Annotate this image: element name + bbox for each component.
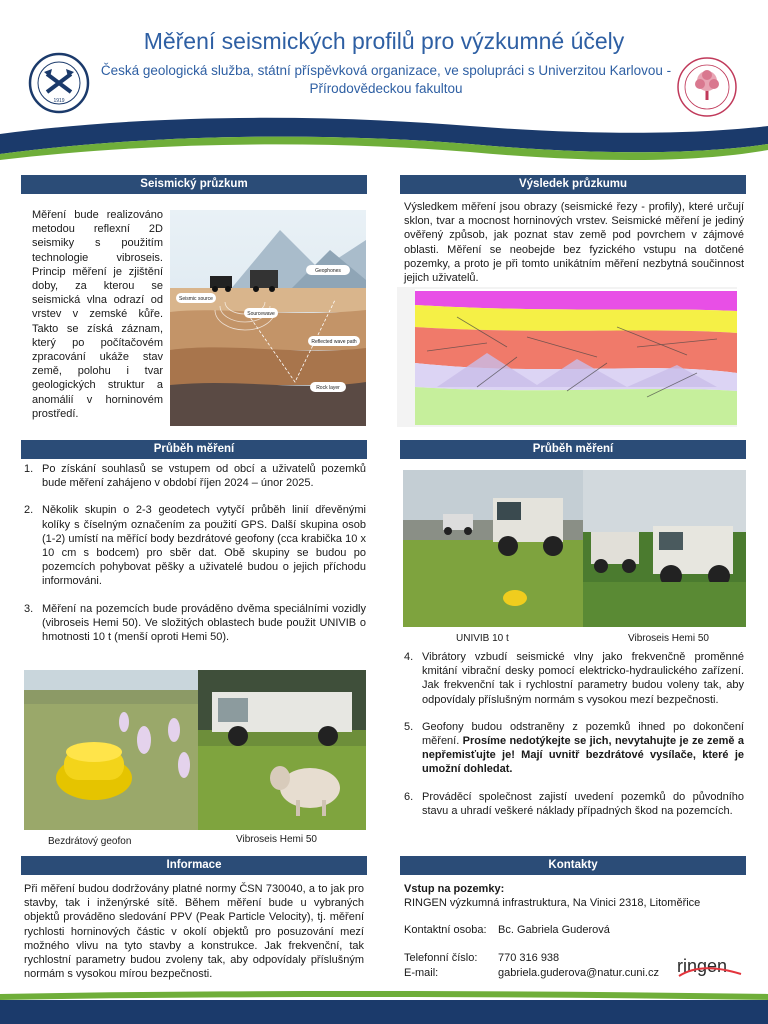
section-heading-progress-left: Průběh měření [21,440,367,459]
contact-phone-label: Telefonní číslo: [404,952,478,964]
list-item: 2. Několik skupin o 2-3 geodetech vytyčí průběh linií dřevěnými kolíky s číselným označením za použití GPS. Další skupina osob (1-2) umístí na měřící body bezdrátové geofony (cca krabička 10 x 10 cm s bodcem) pro sběr dat. Obě skupiny se budou po pozemcích pohybovat pěšky a uživatelé budou o jejich příchodu informováni. [24,504,366,588]
page-subtitle: Česká geologická služba, státní příspěvková organizace, ve spolupráci s Univerzitou Karlovou - Přírodovědeckou fakultou [100,63,672,96]
contact-person-value: Bc. Gabriela Guderová [498,924,610,936]
caption-univib: UNIVIB 10 t [456,633,509,644]
list-item: 4. Vibrátory vzbudí seismické vlny jako frekvenčně proměnné kmitání vibrační desky pomocí elektricko-hydraulického zařízení. Jak frekvenční tak i rychlostní parametry budou voleny tak, aby odpovídaly příslušným normám s vysokou mezí bezpečnosti. [404,651,744,706]
contact-person-label: Kontaktní osoba: [404,924,487,936]
header-wave-decoration [0,112,768,172]
step-1-text: Po získání souhlasů se vstupem od obcí a uživatelů pozemků bude měření zahájeno v období říjen 2024 – únor 2025. [42,463,366,490]
ceska-geologicka-sluzba-logo [28,52,90,114]
step-5-warning: Prosíme nedotýkejte se jich, nevytahujte je ze země a nepřemisťujte je! Mají uvnitř bezdrátové vysílače, které je umožní dohledat. [422,735,744,776]
contact-email-label: E-mail: [404,967,439,979]
list-item: 3. Měření na pozemcích bude prováděno dvěma speciálními vozidly (vibroseis Hemi 50). Ve složitých oblastech bude použit UNIVIB o hmotnosti 10 t (menší oproti Hemi 50). [24,602,366,644]
contact-email-value[interactable]: gabriela.guderova@natur.cuni.cz [498,967,659,979]
step-6-text: Prováděcí společnost zajistí uvedení pozemků do původního stavu a uhradí veškeré náklady případných škod na pozemcích. [422,790,744,817]
step-5-plain: Geofony budou odstraněny z pozemků ihned po dokončení měření. [422,720,744,748]
step-2-text: Několik skupin o 2-3 geodetech vytyčí průběh linií dřevěnými kolíky s číselným označením za použití GPS. Další skupina osob (1-2) umístí na měřící body bezdrátové geofony (cca krabička 10 x 10 cm s bodcem) pro sběr dat. Obě skupiny se budou po pozemcích pohybovat pěšky a uživatelé budou o jejich příchodu informováni. [42,504,366,588]
seismic-profile-image [397,287,737,427]
ringen-logo-text: ringen [677,956,728,976]
result-description: Výsledkem měření jsou obrazy (seismické řezy - profily), které určují sklon, tvar a mocnost horninových vrstev. Seismické měření je jediný ověřený způsob, jak poznat stav země pod povrchem v zájmové oblasti. Měření se neobejde bez fyzického vstupu na dotčené pozemky, a proto je při tomto unikátním měření nezbytná součinnost jejich uživatelů. [404,201,744,285]
section-heading-result: Výsledek průzkumu [400,175,746,194]
section-heading-contacts: Kontakty [400,856,746,875]
ringen-logo [675,952,745,980]
section-heading-seismic: Seismický průzkum [21,175,367,194]
list-item: 5. Geofony budou odstraněny z pozemků ihned po dokončení měření. Prosíme nedotýkejte se jich, nevytahujte je ze země a nepřemisťujte je! Mají uvnitř bezdrátové vysílače, které je umožní dohledat. [404,720,744,776]
diagram-label-geophones: Geophones [315,268,341,274]
list-item: 1. Po získání souhlasů se vstupem od obcí a uživatelů pozemků bude měření zahájeno v období říjen 2024 – únor 2025. [24,463,366,490]
progress-steps-left [24,462,366,657]
caption-hemi-right: Vibroseis Hemi 50 [628,633,709,644]
info-text: Při měření budou dodržovány platné normy ČSN 730040, a to jak pro stavby, tak i inženýrské sítě. Během měření bude u vybraných objektů prováděno sledování PPV (Peak Particle Velocity), tj. měření rychlosti horninových částic v okolí objektů pro posuzování mezí možného vlivu na tyto stavby a konstrukce. Jak frekvenční, tak rychlostní parametry budou zvoleny tak, aby odpovídaly příslušným normám s vysokou mírou bezpečnosti. [24,883,364,981]
vibroseis-sheep-photo [198,670,366,830]
geophone-photo [24,670,198,830]
section-heading-info: Informace [21,856,367,875]
caption-geophone: Bezdrátový geofon [48,836,132,847]
contact-phone-value[interactable]: 770 316 938 [498,952,560,964]
step-4-text: Vibrátory vzbudí seismické vlny jako frekvenčně proměnné kmitání vibrační desky pomocí elektricko-hydraulického zařízení. Jak frekvenční tak i rychlostní parametry budou voleny tak, aby odpovídaly příslušným normám s vysokou mezí bezpečnosti. [422,651,744,706]
diagram-label-sourcewave: Sourcewave [247,311,275,317]
logo-year: 1919 [53,98,65,104]
section-heading-progress-right: Průběh měření [400,440,746,459]
vibroseis-hemi-photo [583,470,746,627]
seismic-description: Měření bude realizováno metodou reflexní 2D seismiky s použitím technologie vibroseis. Princip měření je zjištění doby, za kterou se seismická vlna odrazí od vrstev v zemské kůře. Takto se získá záznam, který po počítačovém zpracování ukáže stav země, polohu i tvar geologických struktur a anomálií v horninovém prostředí. [32,209,163,420]
diagram-label-source: Seismic source [179,296,213,302]
step-5-text [422,721,744,776]
seismic-method-diagram [170,210,366,426]
page-title: Měření seismických profilů pro výzkumné účely [143,28,625,54]
contact-entry-value: RINGEN výzkumná infrastruktura, Na Vinici 2318, Litoměřice [404,897,701,909]
footer-wave-decoration [0,988,768,1024]
caption-vibroseis-left: Vibroseis Hemi 50 [236,834,317,845]
diagram-label-reflected: Reflected wave path [311,339,357,345]
step-3-text: Měření na pozemcích bude prováděno dvěma speciálními vozidly (vibroseis Hemi 50). Ve složitých oblastech bude použit UNIVIB o hmotnosti 10 t (menší oproti Hemi 50). [42,602,366,644]
contact-entry-label: Vstup na pozemky: [404,883,505,895]
univib-photo [403,470,583,627]
diagram-label-rock: Rock layer [316,385,340,391]
progress-steps-right [404,650,744,831]
list-item: 6. Prováděcí společnost zajistí uvedení pozemků do původního stavu a uhradí veškeré náklady případných škod na pozemcích. [404,790,744,817]
charles-university-seal [676,56,738,118]
